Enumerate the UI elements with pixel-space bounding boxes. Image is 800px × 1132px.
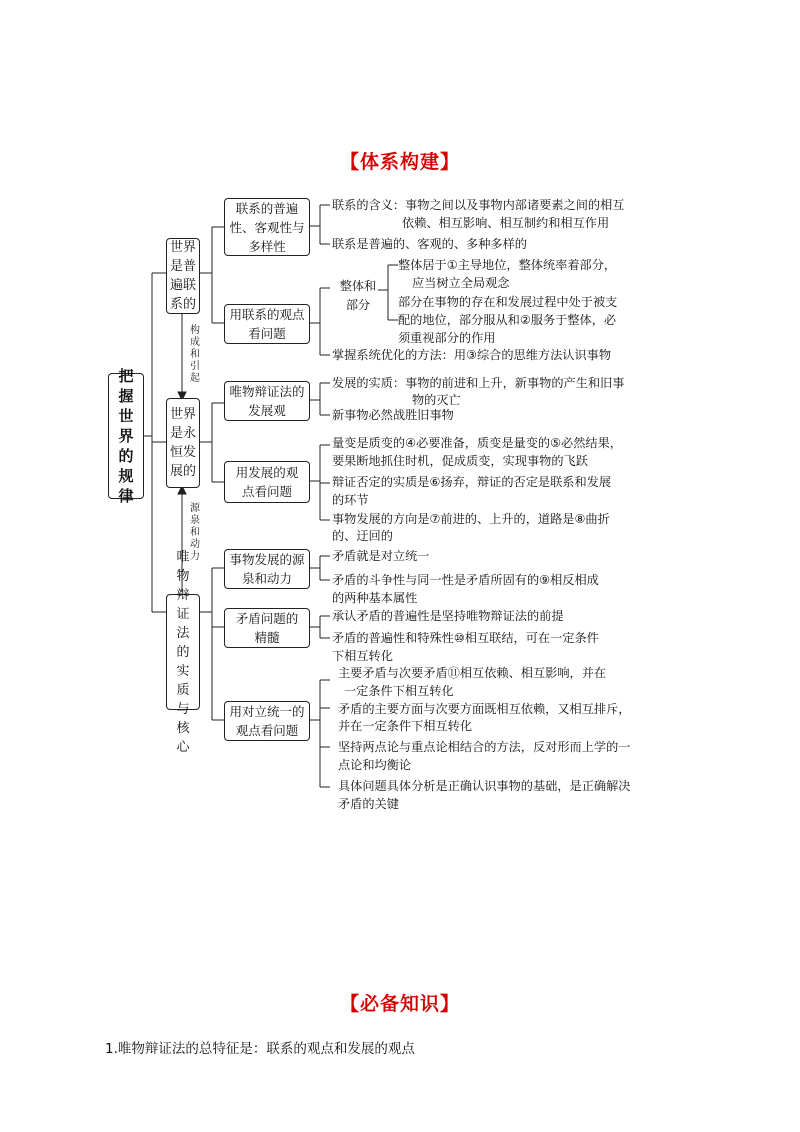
level1-node-universal-connection xyxy=(166,238,200,314)
level2-label: 矛盾问题的精髓 xyxy=(235,611,299,645)
level2-label: 事物发展的源泉和动力 xyxy=(229,552,305,586)
leaf-text: 矛盾的主要方面与次要方面既相互依赖，又相互排斥， xyxy=(338,702,631,716)
level2-label: 用联系的观点看问题 xyxy=(229,307,305,341)
level2-node-development-viewpoint xyxy=(224,461,310,503)
root-node xyxy=(108,367,144,505)
sub-node-whole-and-part: 整体和部分 xyxy=(339,279,377,312)
level2-node-unity-of-opposites xyxy=(224,701,310,741)
leaf-text: 配的地位，部分服从和②服务于整体，必 xyxy=(398,313,617,327)
leaf-text: 辩证否定的实质是⑥扬弃，辩证的否定是联系和发展 xyxy=(332,475,612,489)
leaf-text: 承认矛盾的普遍性是坚持唯物辩证法的前提 xyxy=(332,609,564,623)
knowledge-item-1: 1.唯物辩证法的总特征是：联系的观点和发展的观点 xyxy=(105,1041,415,1057)
level2-label: 用发展的观点看问题 xyxy=(235,465,299,499)
level2-node-connection-properties xyxy=(224,198,310,256)
leaf-text: 下相互转化 xyxy=(332,649,393,663)
leaf-text: 点论和均衡论 xyxy=(338,758,412,772)
leaf-text: 的、迂回的 xyxy=(332,529,393,543)
leaf-text: 发展的实质：事物的前进和上升，新事物的产生和旧事 xyxy=(332,376,625,390)
leaf-text: 矛盾的普遍性和特殊性⑩相互联结，可在一定条件 xyxy=(332,631,599,645)
leaf-text: 矛盾就是对立统一 xyxy=(332,549,430,563)
leaf-text: 联系是普遍的、客观的、多种多样的 xyxy=(332,237,527,251)
leaf-text: 联系的含义：事物之间以及事物内部诸要素之间的相互 xyxy=(332,198,625,212)
leaf-text: 并在一定条件下相互转化 xyxy=(338,719,473,733)
connector-label-lower: 源泉和动力 xyxy=(190,503,200,562)
level2-node-source-and-motive xyxy=(224,549,310,589)
leaf-text: 整体居于①主导地位，整体统率着部分， xyxy=(398,258,617,272)
leaf-text: 矛盾的关键 xyxy=(338,797,399,811)
leaf-text: 须重视部分的作用 xyxy=(398,331,496,345)
level2-node-contradiction-essence xyxy=(224,608,310,648)
leaf-text: 的环节 xyxy=(332,493,369,507)
section-heading-knowledge: 【必备知识】 xyxy=(339,993,460,1015)
level2-node-development-view xyxy=(224,381,310,421)
leaf-text: 具体问题具体分析是正确认识事物的基础，是正确解决 xyxy=(338,779,631,793)
level1-label: 世界是普遍联系的 xyxy=(170,240,197,312)
leaf-text: 应当树立全局观念 xyxy=(412,276,510,290)
level2-label: 联系的普遍性、客观性与多样性 xyxy=(229,200,305,254)
level1-node-essence-core xyxy=(166,549,200,755)
leaf-text: 要果断地抓住时机，促成质变，实现事物的飞跃 xyxy=(332,454,588,468)
leaf-text: 掌握系统优化的方法：用③综合的思维方法认识事物 xyxy=(332,348,612,362)
level2-label: 用对立统一的观点看问题 xyxy=(229,704,305,738)
level1-label: 世界是永恒发展的 xyxy=(170,407,197,479)
leaf-text: 量变是质变的④必要准备，质变是量变的⑤必然结果， xyxy=(332,436,622,450)
leaf-text: 新事物必然战胜旧事物 xyxy=(332,408,454,422)
leaf-text: 坚持两点论与重点论相结合的方法，反对形而上学的一 xyxy=(338,740,631,754)
level1-node-eternal-development xyxy=(166,398,200,488)
connector-label-upper: 构成和引起 xyxy=(190,325,200,384)
section-heading-system: 【体系构建】 xyxy=(339,151,460,173)
leaf-text: 事物发展的方向是⑦前进的、上升的，道路是⑧曲折 xyxy=(332,512,610,526)
leaf-text: 依赖、相互影响、相互制约和相互作用 xyxy=(402,216,610,230)
leaf-text: 物的灭亡 xyxy=(412,393,461,407)
level2-node-connection-viewpoint xyxy=(224,304,310,344)
level1-label: 唯物辩证法的实质与核心 xyxy=(176,549,190,755)
leaf-text: 一定条件下相互转化 xyxy=(344,684,454,698)
level2-label: 唯物辩证法的发展观 xyxy=(229,384,305,418)
leaf-text: 部分在事物的存在和发展过程中处于被支 xyxy=(398,295,618,309)
leaf-text: 矛盾的斗争性与同一性是矛盾所固有的⑨相反相成 xyxy=(332,573,599,587)
root-label: 把握世界的规律 xyxy=(118,367,134,505)
leaf-text: 主要矛盾与次要矛盾⑪相互依赖、相互影响，并在 xyxy=(338,666,607,680)
leaf-text: 的两种基本属性 xyxy=(332,591,418,605)
